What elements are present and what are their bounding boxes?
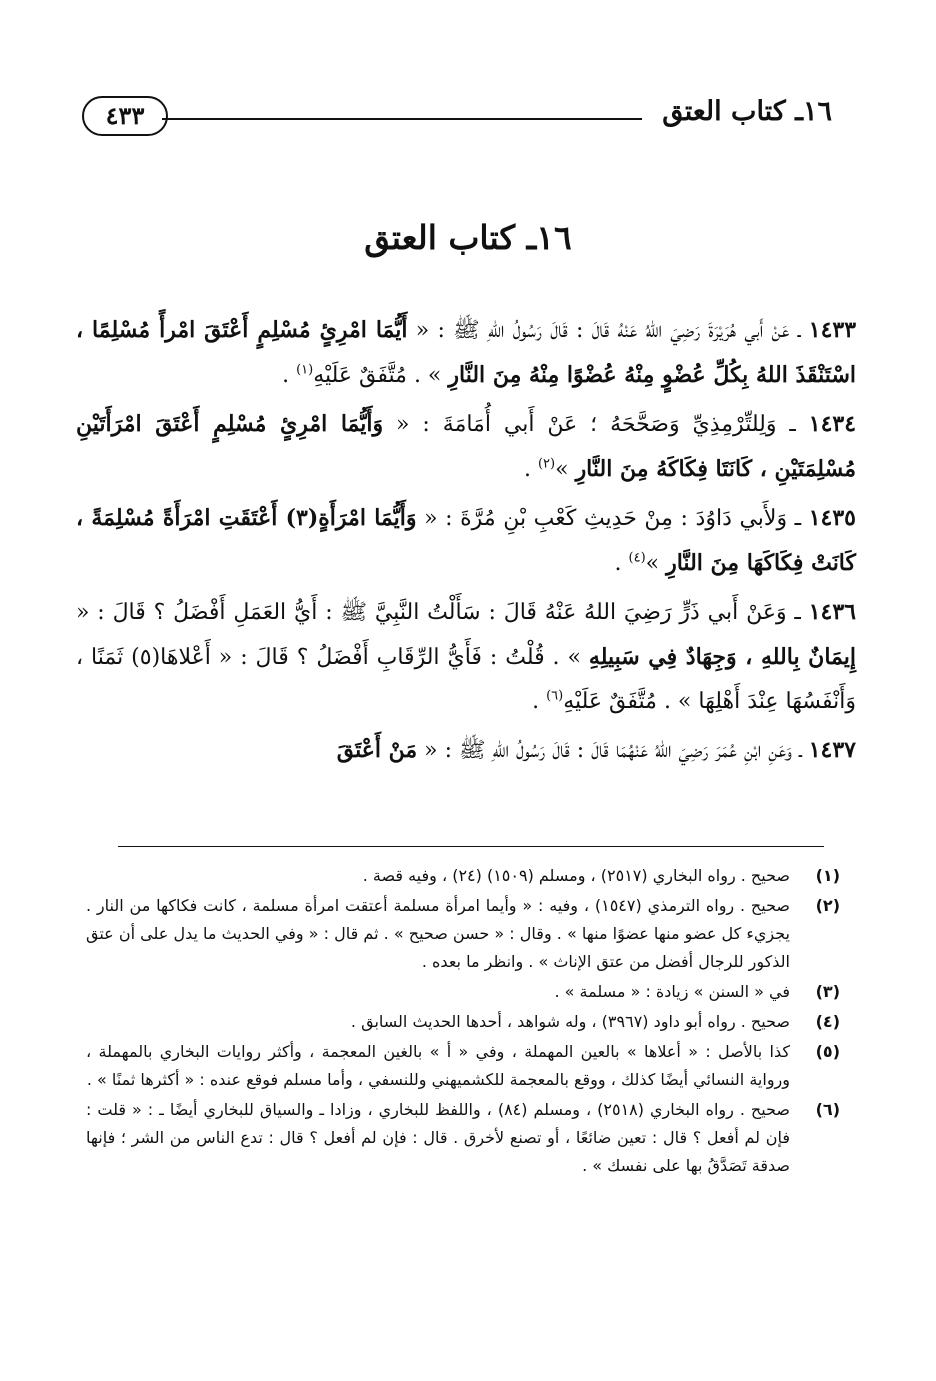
footnote-ref[interactable]: (٦) bbox=[546, 688, 564, 704]
hadith-body bbox=[76, 308, 856, 773]
hadith-end: . bbox=[523, 457, 538, 482]
hadith-number: ١٤٣٥ bbox=[808, 505, 856, 531]
hadith-1434 bbox=[76, 402, 856, 492]
hadith-1433 bbox=[76, 308, 856, 398]
hadith-end: . bbox=[282, 363, 297, 388]
hadith-lead: ـ وَعَنِ ابْنِ عُمَرَ رَضِيَ اللهُ عَنْهُمَا قَالَ : قَالَ رَسُولُ اللهِ ﷺ : « bbox=[417, 738, 809, 763]
hadith-tail: » bbox=[555, 457, 576, 482]
hadith-number: ١٤٣٣ bbox=[808, 317, 857, 343]
footnote-text: صحيح . رواه البخاري (٢٥١٨) ، ومسلم (٨٤) ، واللفظ للبخاري ، وزادا ـ والسياق للبخاري أيضًا ـ : « قلت : فإن لم أفعل ؟ قال : تعين ضائعًا ، أو تصنع لأخرق . قال : فإن لم أفعل ؟ قال : تدع الناس من الشر ؛ فإنها صدقة تَصَدَّقُ بها على نفسك » . bbox=[86, 1100, 790, 1175]
footnote-ref[interactable]: (٤) bbox=[628, 550, 646, 566]
footnote-text: صحيح . رواه أبو داود (٣٩٦٧) ، وله شواهد ، أحدها الحديث السابق . bbox=[350, 1012, 790, 1031]
hadith-matn: أَيُّمَا امْرِئٍ مُسْلِمٍ أَعْتَقَ امْرأً مُسْلِمًا ، اسْتَنْقَذَ اللهُ بِكُلِّ عُضْوٍ مِنْهُ عُضْوًا مِنْهُ مِنَ النَّارِ bbox=[76, 317, 856, 388]
footnote-ref[interactable]: (٢) bbox=[537, 456, 556, 472]
hadith-tail: » . قُلْتُ : فَأَيُّ الرِّقَابِ أَفْضَلُ ؟ قَالَ : « أَعْلاهَا(٥) ثَمَنًا ، وَأَنْفَسُهَا عِنْدَ أَهْلِهَا » . مُتَّفَقٌ عَلَيْهِ bbox=[76, 645, 856, 714]
footnote-number: (٥) bbox=[815, 1042, 840, 1061]
hadith-tail: » bbox=[645, 551, 667, 576]
hadith-number: ١٤٣٦ bbox=[808, 599, 856, 625]
hadith-matn: مَنْ أَعْتَقَ bbox=[336, 737, 418, 763]
hadith-tail: » . مُتَّفَقٌ عَلَيْهِ bbox=[313, 363, 449, 388]
footnote-text: صحيح . رواه الترمذي (١٥٤٧) ، وفيه : « وأيما امرأة مسلمة أعتقت امرأة مسلمة ، كانت فكاكها من النار . يجزيء كل عضو منها عضوًا منها » . وقال : « حسن صحيح » . ثم قال : « وفي الحديث ما يدل على أن عتق الذكور للرجال أفضل من عتق الإناث » . وانظر ما بعده . bbox=[86, 896, 790, 971]
footnote-ref[interactable]: (١) bbox=[296, 362, 314, 378]
hadith-matn: وَأَيُّمَا امْرِئٍ مُسْلِمٍ أَعْتَقَ امْرَأَتَيْنِ مُسْلِمَتَيْنِ ، كَانَتَا فِكَاكَهُ مِنَ النَّارِ bbox=[76, 411, 856, 482]
hadith-lead: ـ وَلِلتِّرْمِذِيِّ وَصَحَّحَهُ ؛ عَنْ أَبي أُمَامَةَ : « bbox=[383, 412, 809, 437]
footnote-number: (٣) bbox=[815, 982, 840, 1001]
footnote-number: (٤) bbox=[815, 1012, 840, 1031]
footnote-text: صحيح . رواه البخاري (٢٥١٧) ، ومسلم (١٥٠٩) (٢٤) ، وفيه قصة . bbox=[362, 866, 790, 885]
hadith-1435 bbox=[76, 496, 856, 586]
footnote-item bbox=[86, 978, 840, 1006]
footnotes bbox=[86, 862, 840, 1182]
footnote-text: في « السنن » زيادة : « مسلمة » . bbox=[554, 982, 790, 1001]
footnote-item bbox=[86, 862, 840, 890]
footnote-text: كذا بالأصل : « أعلاها » بالعين المهملة ، وفي « أ » بالغين المعجمة ، وأكثر روايات البخاري بالمهملة ، ورواية النسائي أيضًا كذلك ، ووقع بالمعجمة للكشميهني وللنسفي ، وأما مسلم فوقع عنده : « أكثرها ثمنًا » . bbox=[86, 1042, 790, 1089]
footnote-item bbox=[86, 1038, 840, 1094]
hadith-lead: ـ وَعَنْ أَبي ذَرٍّ رَضِيَ اللهُ عَنْهُ قَالَ : سَأَلْتُ النَّبِيَّ ﷺ : أَيُّ العَمَلِ أَفْضَلُ ؟ قَالَ : « bbox=[76, 600, 809, 625]
book-title: ١٦ـ كتاب العتق bbox=[364, 218, 572, 257]
running-header bbox=[82, 96, 832, 136]
footnote-number: (١) bbox=[815, 866, 840, 885]
footnote-number: (٦) bbox=[815, 1100, 840, 1119]
header-rule bbox=[162, 118, 642, 120]
hadith-number: ١٤٣٤ bbox=[808, 411, 857, 437]
page-number-badge: ٤٣٣ bbox=[82, 96, 168, 136]
hadith-matn: إِيمَانٌ بِاللهِ ، وَجِهَادٌ فِي سَبِيلِهِ bbox=[588, 644, 856, 670]
hadith-lead: ـ عَنْ أَبي هُرَيْرَةَ رَضِيَ اللهُ عَنْهُ قَالَ : قَالَ رَسُولُ اللهِ ﷺ : « bbox=[407, 318, 809, 343]
hadith-lead: ـ وَلأَبي دَاوُدَ : مِنْ حَدِيثِ كَعْبِ بْنِ مُرَّةَ : « bbox=[416, 506, 809, 531]
hadith-matn: وَأَيُّمَا امْرَأَةٍ(٣) أَعْتَقَتِ امْرَأَةً مُسْلِمَةً ، كَانَتْ فِكَاكَهَا مِنَ النَّارِ bbox=[76, 505, 856, 576]
hadith-1436 bbox=[76, 590, 856, 724]
hadith-number: ١٤٣٧ bbox=[808, 737, 856, 763]
footnote-item bbox=[86, 1008, 840, 1036]
chapter-label: ١٦ـ كتاب العتق bbox=[662, 96, 832, 127]
footnote-separator bbox=[118, 846, 824, 847]
hadith-1437 bbox=[76, 728, 856, 773]
footnote-number: (٢) bbox=[815, 896, 840, 915]
hadith-end: . bbox=[532, 689, 547, 714]
footnote-item bbox=[86, 1096, 840, 1180]
hadith-end: . bbox=[614, 551, 629, 576]
footnote-item bbox=[86, 892, 840, 976]
